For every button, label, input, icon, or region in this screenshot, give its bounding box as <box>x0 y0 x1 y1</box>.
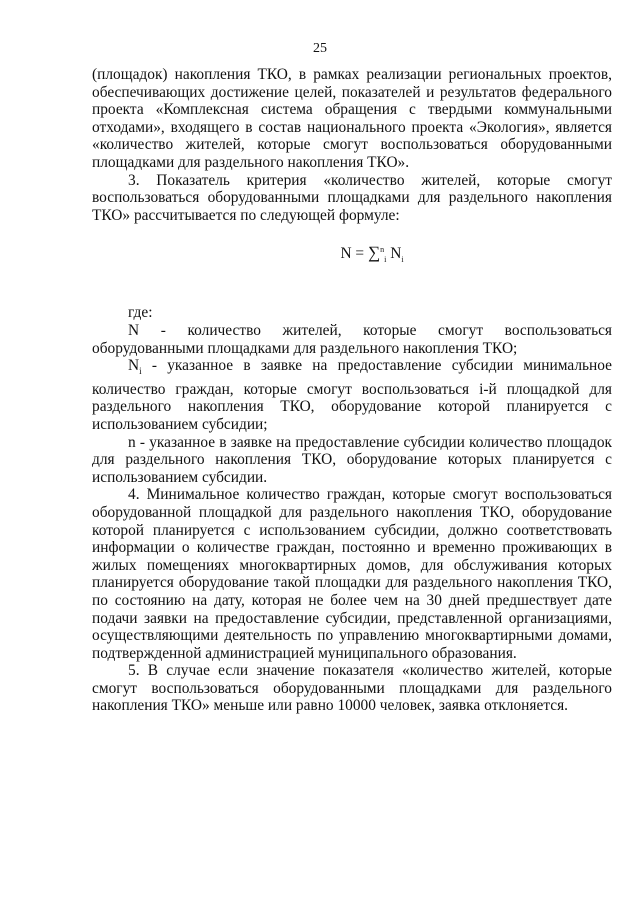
paragraph-3: 3. Показатель критерия «количество жителей, которые смогут воспользоваться оборудованными площадками для раздельного накопления ТКО» рассчитывается по следующей формуле: <box>92 171 612 224</box>
definition-N: N - количество жителей, которые смогут воспользоваться оборудованными площадками для раздельного накопления ТКО; <box>92 321 612 357</box>
formula-sum-sign: ∑ <box>367 243 381 263</box>
formula <box>92 240 612 280</box>
where-label: где: <box>128 304 153 322</box>
definition-Ni-text: - указанное в заявке на предоставление субсидии минимальное количество граждан, которые смогут воспользоваться i-й площадкой для раздельного накопления ТКО, оборудование которой планируется с использованием субсидии; <box>92 357 612 433</box>
paragraph-5: 5. В случае если значение показателя «количество жителей, которые смогут воспользоваться оборудованными площадками для раздельного накопления ТКО» меньше или равно 10000 человек, заявка отклоняется. <box>92 662 612 715</box>
formula-lhs: N <box>340 245 352 263</box>
paragraph-4: 4. Минимальное количество граждан, которые смогут воспользоваться оборудованной площадкой для раздельного накопления ТКО, оборудование которой планируется с использованием субсидии, должно соответствовать информации о количестве граждан, постоянно и временно проживающих в жилых помещениях многоквартирных домов, для обслуживания которых планируется оборудование такой площадки для раздельного накопления ТКО, по состоянию на дату, которая не более чем на 30 дней предшествует дате подачи заявки на предоставление субсидии, представленной организациями, осуществляющими деятельность по управлению многоквартирными домами, подтвержденной администрацией муниципального образования. <box>92 486 612 662</box>
formula-equals: = <box>355 245 365 263</box>
definition-n: n - указанное в заявке на предоставление субсидии количество площадок для раздельного накопления ТКО, оборудование которых планируется с использованием субсидии. <box>92 433 612 486</box>
formula-term: N <box>390 245 402 263</box>
definition-Ni-symbol: N <box>128 357 140 375</box>
formula-sum-upper: n <box>380 245 385 255</box>
paragraph-continued: (площадок) накопления ТКО, в рамках реализации региональных проектов, обеспечивающих достижение целей, показателей и результатов федерального проекта «Комплексная система обращения с твердыми коммунальными отходами», входящего в состав национального проекта «Экология», является «количество жителей, которые смогут воспользоваться оборудованными площадками для раздельного накопления ТКО». <box>92 66 612 171</box>
formula-term-index: i <box>401 255 404 265</box>
page-number: 25 <box>313 41 327 56</box>
document-body <box>92 66 612 715</box>
definition-Ni <box>92 357 612 433</box>
definition-Ni-index: i <box>139 366 142 377</box>
formula-sum-lower: i <box>384 255 387 265</box>
